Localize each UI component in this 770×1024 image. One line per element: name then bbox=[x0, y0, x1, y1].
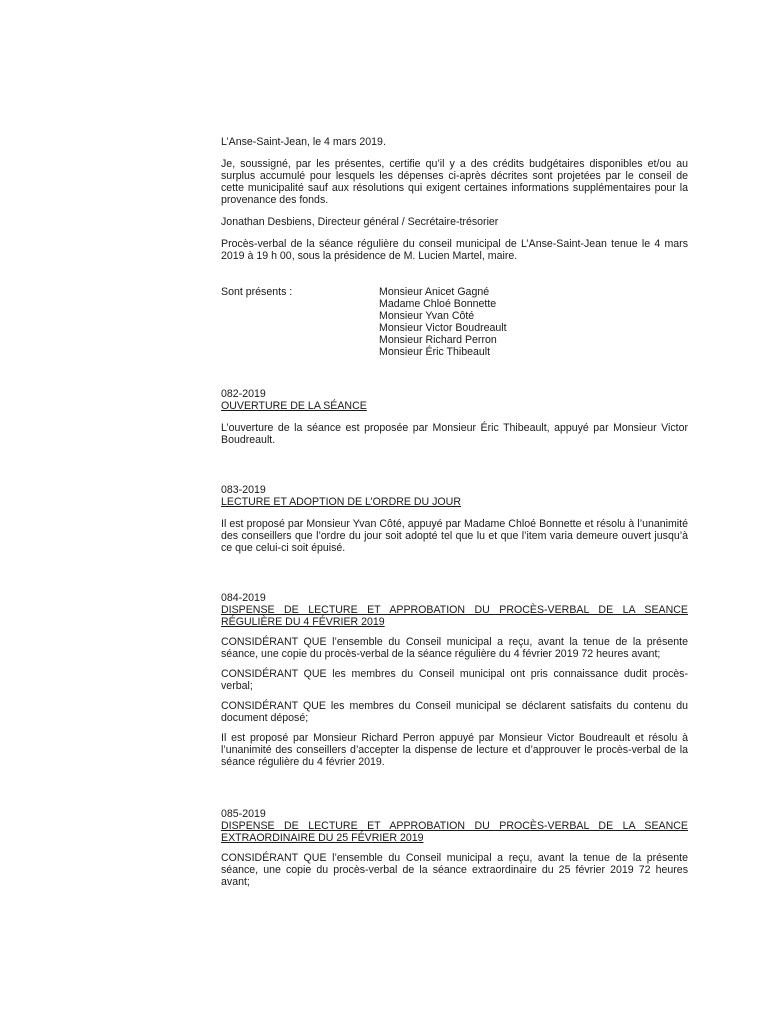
resolution-paragraph: Il est proposé par Monsieur Richard Perron appuyé par Monsieur Victor Boudreault et résolu à l’unanimité des conseillers d’accepter la dispense de lecture et d’approuver le procès-verbal de la séance régulière du 4 février 2019. bbox=[221, 732, 688, 768]
resolution-number: 085-2019 bbox=[221, 808, 266, 820]
attendee: Madame Chloé Bonnette bbox=[379, 298, 497, 310]
resolution-083-2019 bbox=[221, 484, 688, 554]
attendee: Monsieur Richard Perron bbox=[379, 334, 497, 346]
resolution-title: DISPENSE DE LECTURE ET APPROBATION DU PROCÈS-VERBAL DE LA SEANCE EXTRAORDINAIRE DU 25 FÉVRIER 2019 bbox=[221, 820, 688, 844]
resolution-title: DISPENSE DE LECTURE ET APPROBATION DU PROCÈS-VERBAL DE LA SEANCE RÉGULIÈRE DU 4 FÉVRIER 2019 bbox=[221, 604, 688, 628]
resolution-084-2019 bbox=[221, 592, 688, 768]
place-date: L’Anse-Saint-Jean, le 4 mars 2019. bbox=[221, 136, 386, 148]
minutes-content bbox=[221, 136, 688, 888]
resolution-paragraph: Il est proposé par Monsieur Yvan Côté, appuyé par Madame Chloé Bonnette et résolu à l’unanimité des conseillers que l’ordre du jour soit adopté tel que lu et que l’item varia demeure ouvert jusqu’à ce que celui-ci soit épuisé. bbox=[221, 518, 688, 554]
minutes-intro: Procès-verbal de la séance régulière du conseil municipal de L’Anse-Saint-Jean tenue le 4 mars 2019 à 19 h 00, sous la présidence de M. Lucien Martel, maire. bbox=[221, 238, 688, 262]
resolution-paragraph: L’ouverture de la séance est proposée par Monsieur Éric Thibeault, appuyé par Monsieur Victor Boudreault. bbox=[221, 422, 688, 446]
resolution-085-2019 bbox=[221, 808, 688, 888]
attendee: Monsieur Victor Boudreault bbox=[379, 322, 507, 334]
attendee: Monsieur Éric Thibeault bbox=[379, 346, 491, 358]
budget-certification: Je, soussigné, par les présentes, certifie qu’il y a des crédits budgétaires disponibles et/ou au surplus accumulé pour lesquels les dépenses ci-après décrites sont projetées par le conseil de cette municipalité sauf aux résolutions qui exigent certaines informations supplémentaires pour la provenance des fonds. bbox=[221, 158, 688, 206]
attendance-block bbox=[221, 286, 688, 358]
resolution-paragraph: CONSIDÉRANT QUE les membres du Conseil municipal se déclarent satisfaits du contenu du document déposé; bbox=[221, 700, 688, 724]
attendee: Monsieur Yvan Côté bbox=[379, 310, 475, 322]
attendance-label: Sont présents : bbox=[221, 286, 293, 298]
resolution-title: OUVERTURE DE LA SÉANCE bbox=[221, 400, 367, 412]
resolution-title: LECTURE ET ADOPTION DE L’ORDRE DU JOUR bbox=[221, 496, 461, 508]
signatory: Jonathan Desbiens, Directeur général / Secrétaire-trésorier bbox=[221, 216, 499, 228]
resolution-paragraph: CONSIDÉRANT QUE les membres du Conseil municipal ont pris connaissance dudit procès-verbal; bbox=[221, 668, 688, 692]
attendee: Monsieur Anicet Gagné bbox=[379, 286, 490, 298]
attendance-list bbox=[379, 286, 507, 358]
resolution-number: 084-2019 bbox=[221, 592, 266, 604]
resolution-number: 083-2019 bbox=[221, 484, 266, 496]
resolution-paragraph: CONSIDÉRANT QUE l’ensemble du Conseil municipal a reçu, avant la tenue de la présente séance, une copie du procès-verbal de la séance extraordinaire du 25 février 2019 72 heures avant; bbox=[221, 852, 688, 888]
resolution-paragraph: CONSIDÉRANT QUE l’ensemble du Conseil municipal a reçu, avant la tenue de la présente séance, une copie du procès-verbal de la séance régulière du 4 février 2019 72 heures avant; bbox=[221, 636, 688, 660]
resolution-number: 082-2019 bbox=[221, 388, 266, 400]
resolution-082-2019 bbox=[221, 388, 688, 446]
